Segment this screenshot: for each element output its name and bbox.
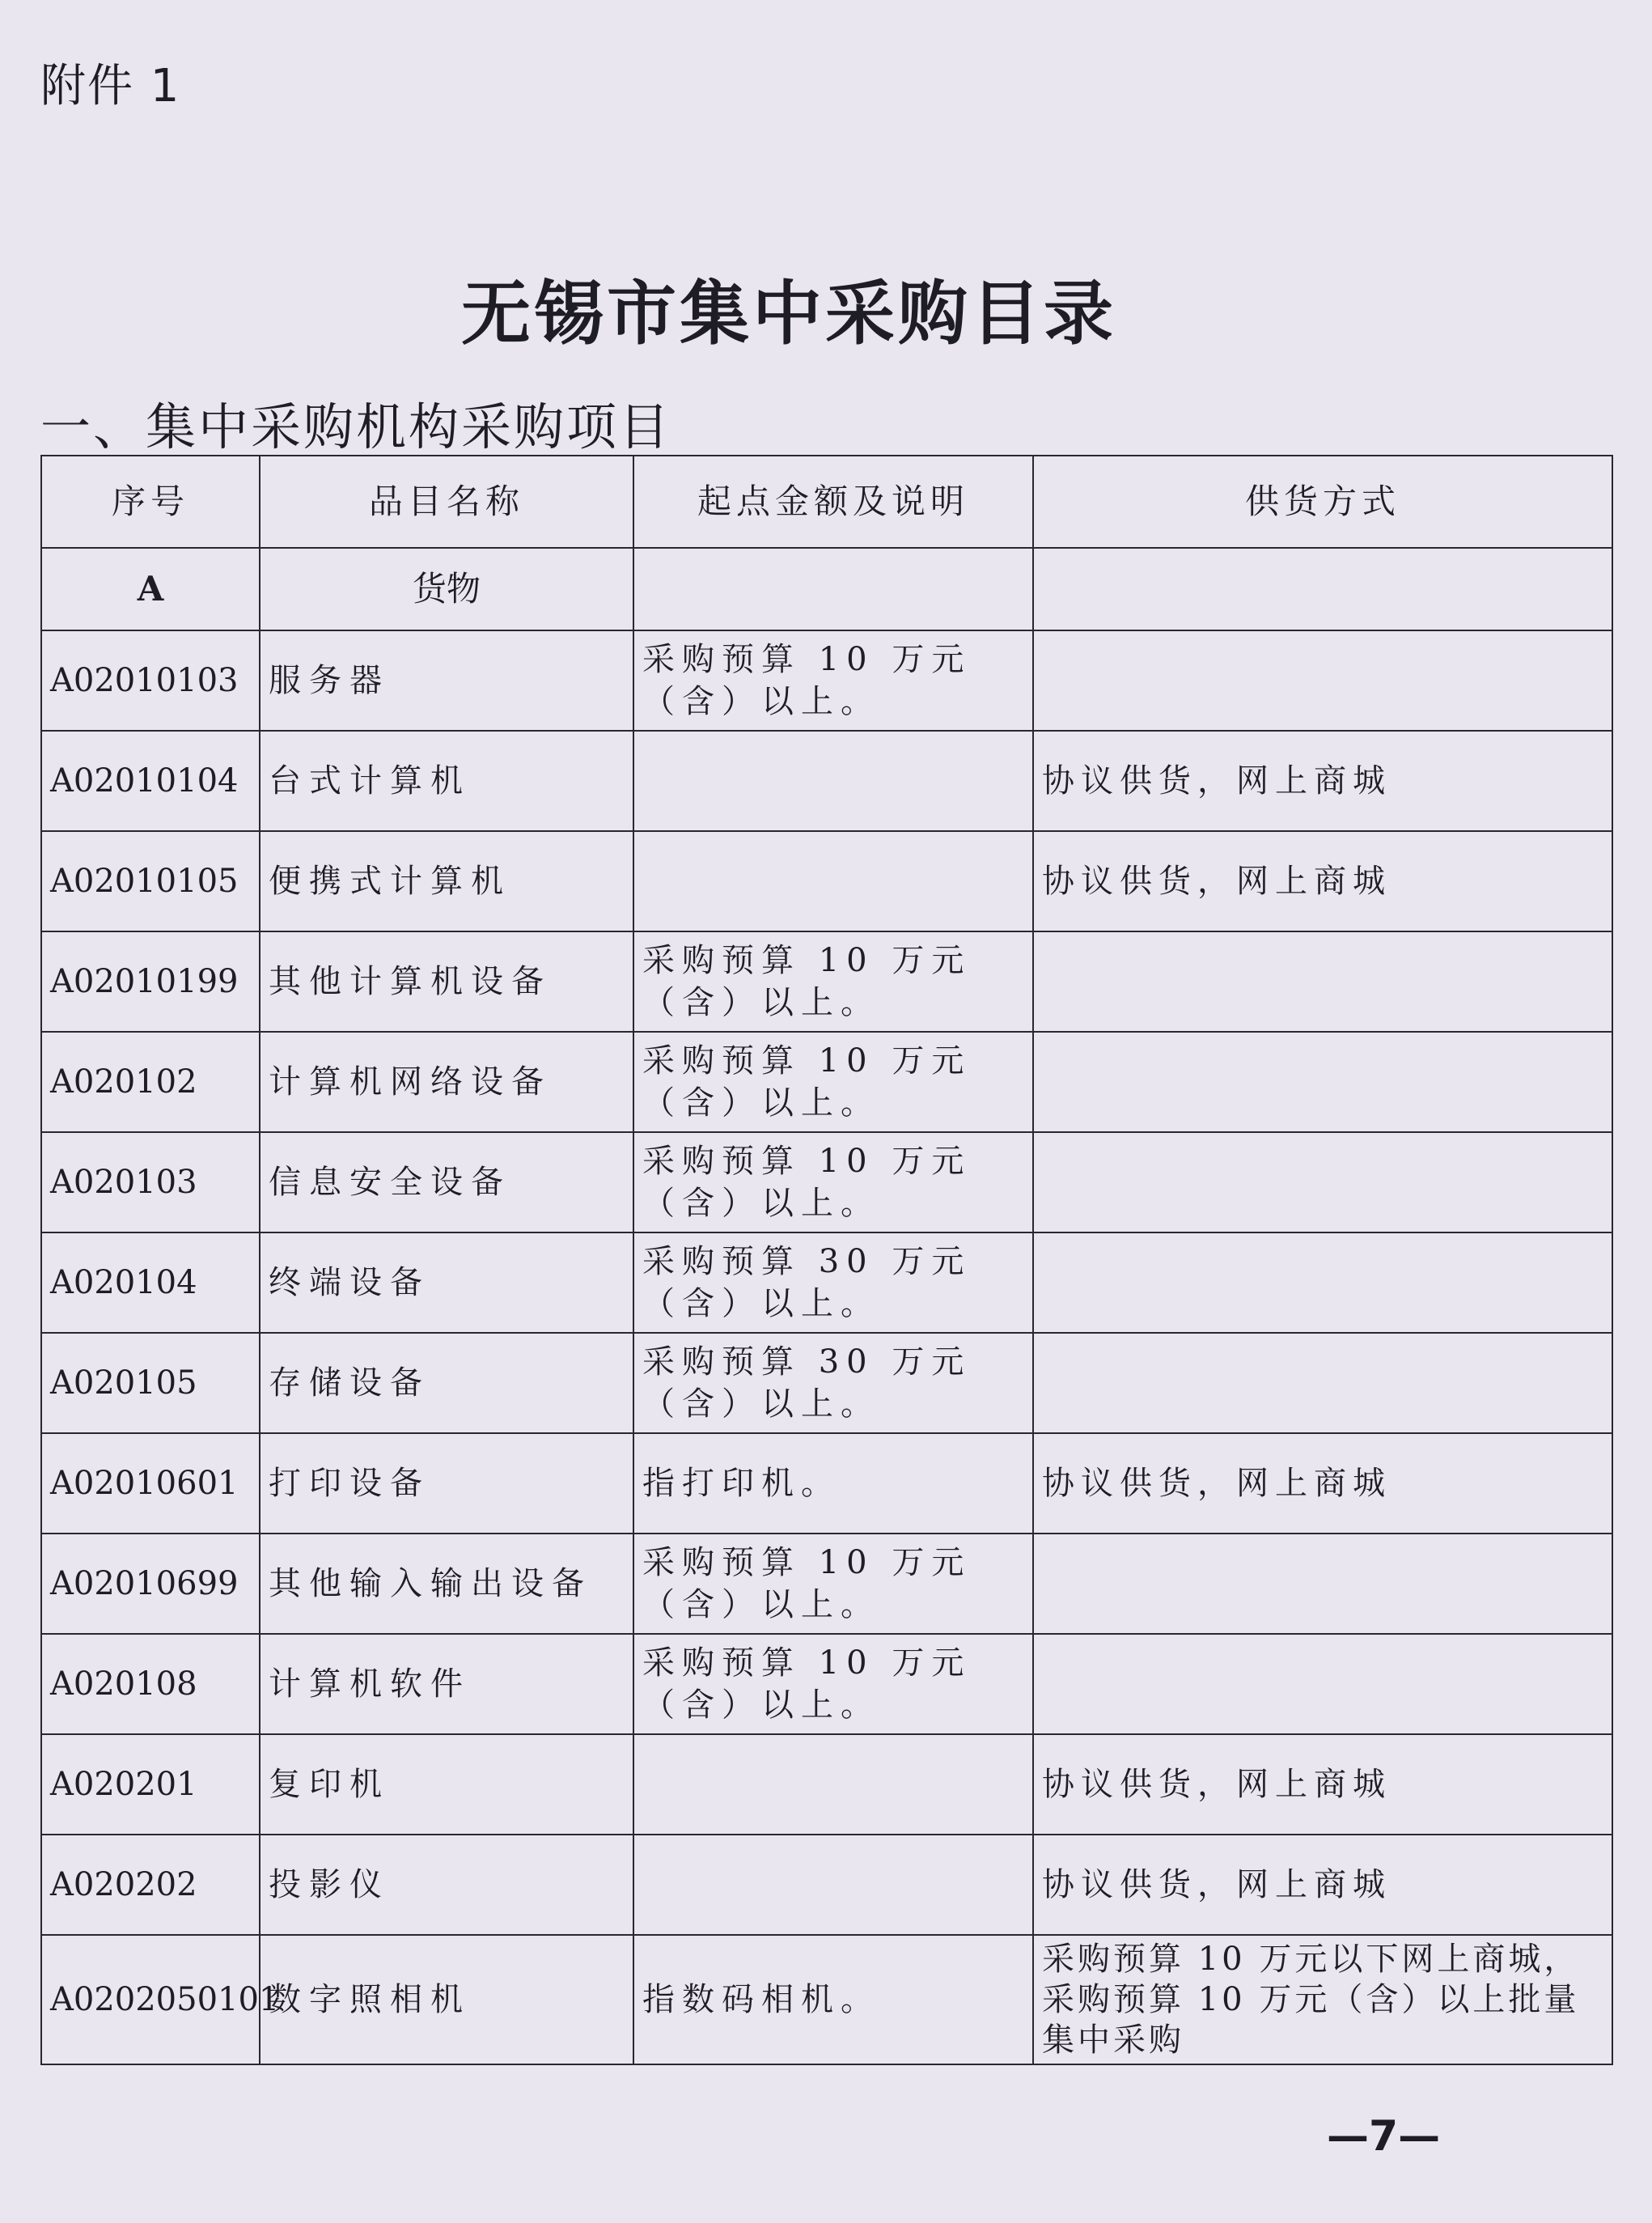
row-supply-method: 协议供货，网上商城 xyxy=(1033,1835,1612,1935)
section-heading: 一、集中采购机构采购项目 xyxy=(40,397,672,456)
row-code: A02010103 xyxy=(41,630,260,731)
header-serial: 序号 xyxy=(41,456,260,548)
row-threshold xyxy=(633,1835,1033,1935)
table-row xyxy=(41,831,1612,931)
table-row xyxy=(41,630,1612,731)
table-row xyxy=(41,1634,1612,1734)
category-supply xyxy=(1033,548,1612,630)
row-threshold: 指数码相机。 xyxy=(633,1935,1033,2064)
row-code: A020105 xyxy=(41,1333,260,1433)
row-item-name: 存储设备 xyxy=(260,1333,633,1433)
row-threshold: 采购预算 30 万元（含）以上。 xyxy=(633,1232,1033,1333)
header-threshold: 起点金额及说明 xyxy=(633,456,1033,548)
row-item-name: 投影仪 xyxy=(260,1835,633,1935)
row-threshold: 采购预算 10 万元（含）以上。 xyxy=(633,1032,1033,1132)
row-supply-method xyxy=(1033,1534,1612,1634)
table-row xyxy=(41,1232,1612,1333)
row-supply-method xyxy=(1033,931,1612,1032)
row-supply-method: 采购预算 10 万元以下网上商城，采购预算 10 万元（含）以上批量集中采购 xyxy=(1033,1935,1612,2064)
row-code: A0202050101 xyxy=(41,1935,260,2064)
row-supply-method: 协议供货，网上商城 xyxy=(1033,1734,1612,1835)
row-supply-method xyxy=(1033,1333,1612,1433)
row-threshold xyxy=(633,1734,1033,1835)
page-number: —7— xyxy=(1327,2112,1441,2161)
row-code: A02010601 xyxy=(41,1433,260,1534)
row-supply-method xyxy=(1033,1634,1612,1734)
row-code: A020202 xyxy=(41,1835,260,1935)
row-threshold: 指打印机。 xyxy=(633,1433,1033,1534)
row-code: A02010105 xyxy=(41,831,260,931)
table-header-row xyxy=(41,456,1612,548)
row-item-name: 信息安全设备 xyxy=(260,1132,633,1232)
table-row xyxy=(41,1433,1612,1534)
procurement-table xyxy=(40,455,1613,2065)
row-item-name: 其他计算机设备 xyxy=(260,931,633,1032)
attachment-label: 附件 1 xyxy=(40,60,181,112)
row-item-name: 其他输入输出设备 xyxy=(260,1534,633,1634)
table-row xyxy=(41,1132,1612,1232)
header-supply-method: 供货方式 xyxy=(1033,456,1612,548)
row-code: A020201 xyxy=(41,1734,260,1835)
table-row xyxy=(41,1032,1612,1132)
row-supply-method: 协议供货，网上商城 xyxy=(1033,731,1612,831)
row-item-name: 计算机网络设备 xyxy=(260,1032,633,1132)
row-item-name: 终端设备 xyxy=(260,1232,633,1333)
row-code: A02010699 xyxy=(41,1534,260,1634)
row-item-name: 服务器 xyxy=(260,630,633,731)
row-supply-method: 协议供货，网上商城 xyxy=(1033,831,1612,931)
row-code: A020102 xyxy=(41,1032,260,1132)
row-supply-method xyxy=(1033,1232,1612,1333)
row-threshold: 采购预算 10 万元（含）以上。 xyxy=(633,931,1033,1032)
row-threshold: 采购预算 10 万元（含）以上。 xyxy=(633,1534,1033,1634)
row-code: A020104 xyxy=(41,1232,260,1333)
row-supply-method xyxy=(1033,630,1612,731)
table-row xyxy=(41,731,1612,831)
table-row xyxy=(41,1333,1612,1433)
table-row xyxy=(41,1835,1612,1935)
row-item-name: 数字照相机 xyxy=(260,1935,633,2064)
row-code: A02010199 xyxy=(41,931,260,1032)
header-item-name: 品目名称 xyxy=(260,456,633,548)
row-item-name: 复印机 xyxy=(260,1734,633,1835)
row-threshold: 采购预算 10 万元（含）以上。 xyxy=(633,1634,1033,1734)
row-threshold xyxy=(633,731,1033,831)
row-code: A020103 xyxy=(41,1132,260,1232)
row-threshold: 采购预算 30 万元（含）以上。 xyxy=(633,1333,1033,1433)
row-item-name: 打印设备 xyxy=(260,1433,633,1534)
row-threshold xyxy=(633,831,1033,931)
row-threshold: 采购预算 10 万元（含）以上。 xyxy=(633,630,1033,731)
table-row xyxy=(41,1534,1612,1634)
category-note xyxy=(633,548,1033,630)
row-item-name: 便携式计算机 xyxy=(260,831,633,931)
table-row xyxy=(41,931,1612,1032)
row-code: A020108 xyxy=(41,1634,260,1734)
category-code: A xyxy=(41,548,260,630)
row-supply-method: 协议供货，网上商城 xyxy=(1033,1433,1612,1534)
row-item-name: 台式计算机 xyxy=(260,731,633,831)
category-row xyxy=(41,548,1612,630)
row-item-name: 计算机软件 xyxy=(260,1634,633,1734)
category-name: 货物 xyxy=(260,548,633,630)
table-row xyxy=(41,1935,1612,2064)
page-title: 无锡市集中采购目录 xyxy=(461,274,1116,354)
row-supply-method xyxy=(1033,1032,1612,1132)
row-code: A02010104 xyxy=(41,731,260,831)
table-row xyxy=(41,1734,1612,1835)
row-supply-method xyxy=(1033,1132,1612,1232)
row-threshold: 采购预算 10 万元（含）以上。 xyxy=(633,1132,1033,1232)
